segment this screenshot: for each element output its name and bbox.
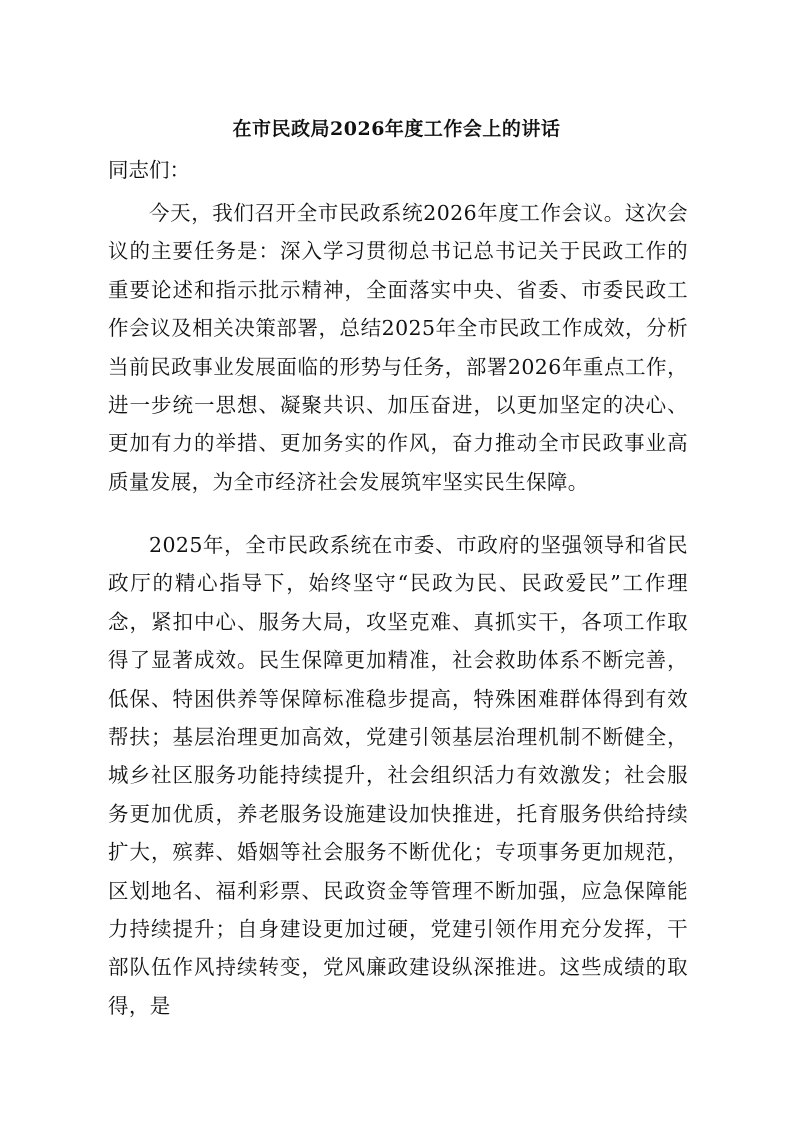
document-title: 在市民政局2026年度工作会上的讲话 — [232, 118, 561, 140]
salutation: 同志们： — [108, 158, 190, 182]
paragraph-opening: 今天，我们召开全市民政系统2026年度工作会议。这次会议的主要任务是：深入学习贯彻总书记总书记关于民政工作的重要论述和指示批示精神，全面落实中央、省委、市委民政工作会议及相关决策部署，总结2025年全市民政工作成效，分析当前民政事业发展面临的形势与任务，部署2026年重点工作，进一步统一思想、凝聚共识、加压奋进，以更加坚定的决心、更加有力的举措、更加务实的作风，奋力推动全市民政事业高质量发展，为全市经济社会发展筑牢坚实民生保障。 — [108, 201, 688, 494]
paragraph-achievements: 2025年，全市民政系统在市委、市政府的坚强领导和省民政厅的精心指导下，始终坚守“民政为民、民政爱民”工作理念，紧扣中心、服务大局，攻坚克难、真抓实干，各项工作取得了显著成效。民生保障更加精准，社会救助体系不断完善，低保、特困供养等保障标准稳步提高，特殊困难群体得到有效帮扶；基层治理更加高效，党建引领基层治理机制不断健全，城乡社区服务功能持续提升，社会组织活力有效激发；社会服务更加优质，养老服务设施建设加快推进，托育服务供给持续扩大，殡葬、婚姻等社会服务不断优化；专项事务更加规范，区划地名、福利彩票、民政资金等管理不断加强，应急保障能力持续提升；自身建设更加过硬，党建引领作用充分发挥，干部队伍作风持续转变，党风廉政建设纵深推进。这些成绩的取得，是 — [108, 533, 688, 1018]
